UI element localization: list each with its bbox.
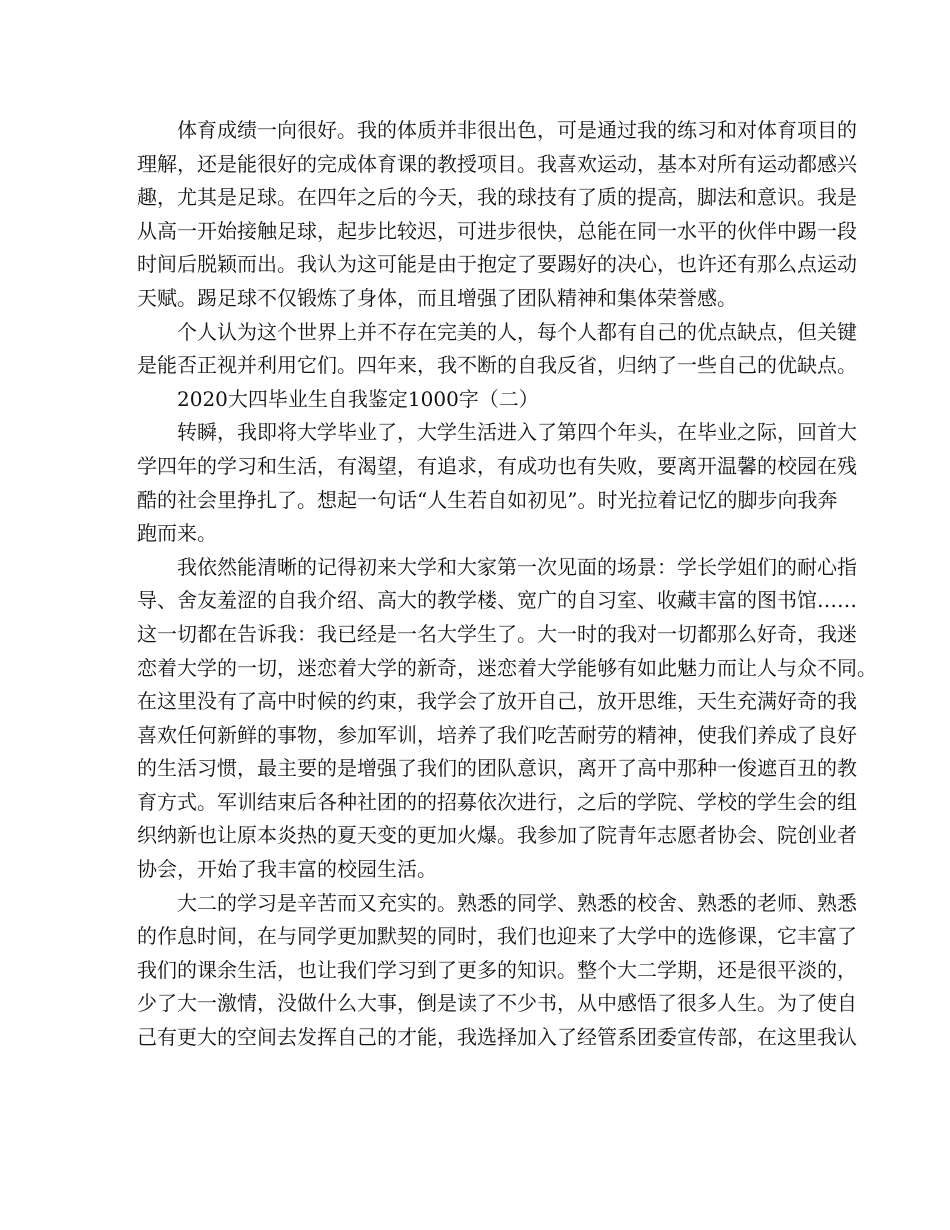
text-line: 我依然能清晰的记得初来大学和大家第一次见面的场景：学长学姐们的耐心指 <box>177 554 857 579</box>
text-line: 学四年的学习和生活，有渴望，有追求，有成功也有失败，要离开温馨的校园在残 <box>137 453 857 478</box>
text-line: 的作息时间，在与同学更加默契的同时，我们也迎来了大学中的选修课，它丰富了 <box>137 924 857 949</box>
text-line: 大二的学习是辛苦而又充实的。熟悉的同学、熟悉的校舍、熟悉的老师、熟悉 <box>177 890 857 915</box>
text-line: 理解，还是能很好的完成体育课的教授项目。我喜欢运动，基本对所有运动都感兴 <box>137 151 857 176</box>
text-line: 天赋。踢足球不仅锻炼了身体，而且增强了团队精神和集体荣誉感。 <box>137 285 737 310</box>
text-line: 织纳新也让原本炎热的夏天变的更加火爆。我参加了院青年志愿者协会、院创业者 <box>137 823 857 848</box>
text-line: 少了大一激情，没做什么大事，倒是读了不少书，从中感悟了很多人生。为了使自 <box>137 991 857 1016</box>
text-line: 趣，尤其是足球。在四年之后的今天，我的球技有了质的提高，脚法和意识。我是 <box>137 185 857 210</box>
text-line: 我们的课余生活，也让我们学习到了更多的知识。整个大二学期，还是很平淡的， <box>137 957 857 982</box>
text-line: 这一切都在告诉我：我已经是一名大学生了。大一时的我对一切都那么好奇，我迷 <box>137 621 857 646</box>
text-line: 恋着大学的一切，迷恋着大学的新奇，迷恋着大学能够有如此魅力而让人与众不同。 <box>137 655 877 680</box>
text-line: 是能否正视并利用它们。四年来，我不断的自我反省，归纳了一些自己的优缺点。 <box>137 353 857 378</box>
text-line: 跑而来。 <box>137 521 217 546</box>
text-line: 己有更大的空间去发挥自己的才能，我选择加入了经管系团委宣传部，在这里我认 <box>137 1025 857 1050</box>
text-line: 酷的社会里挣扎了。想起一句话“人生若自如初见”。时光拉着记忆的脚步向我奔 <box>137 487 838 512</box>
text-line: 协会，开始了我丰富的校园生活。 <box>137 857 437 882</box>
text-line: 转瞬，我即将大学毕业了，大学生活进入了第四个年头，在毕业之际，回首大 <box>177 420 857 445</box>
text-line: 在这里没有了高中时候的约束，我学会了放开自己，放开思维，天生充满好奇的我 <box>137 689 857 714</box>
text-line: 的生活习惯，最主要的是增强了我们的团队意识，离开了高中那种一俊遮百丑的教 <box>137 756 857 781</box>
text-line: 导、舍友羞涩的自我介绍、高大的教学楼、宽广的自习室、收藏丰富的图书馆…… <box>137 588 857 613</box>
text-line: 育方式。军训结束后各种社团的的招募依次进行，之后的学院、学校的学生会的组 <box>137 789 857 814</box>
text-line: 体育成绩一向很好。我的体质并非很出色，可是通过我的练习和对体育项目的 <box>177 118 857 142</box>
text-line: 2020大四毕业生自我鉴定1000字（二） <box>177 386 539 411</box>
body-text <box>137 114 877 1055</box>
text-line: 从高一开始接触足球，起步比较迟，可进步很快，总能在同一水平的伙伴中踢一段 <box>137 218 857 243</box>
text-line: 时间后脱颖而出。我认为这可能是由于抱定了要踢好的决心，也许还有那么点运动 <box>137 252 857 277</box>
text-line: 喜欢任何新鲜的事物，参加军训，培养了我们吃苦耐劳的精神，使我们养成了良好 <box>137 722 857 747</box>
text-line: 个人认为这个世界上并不存在完美的人，每个人都有自己的优点缺点，但关键 <box>177 319 857 344</box>
